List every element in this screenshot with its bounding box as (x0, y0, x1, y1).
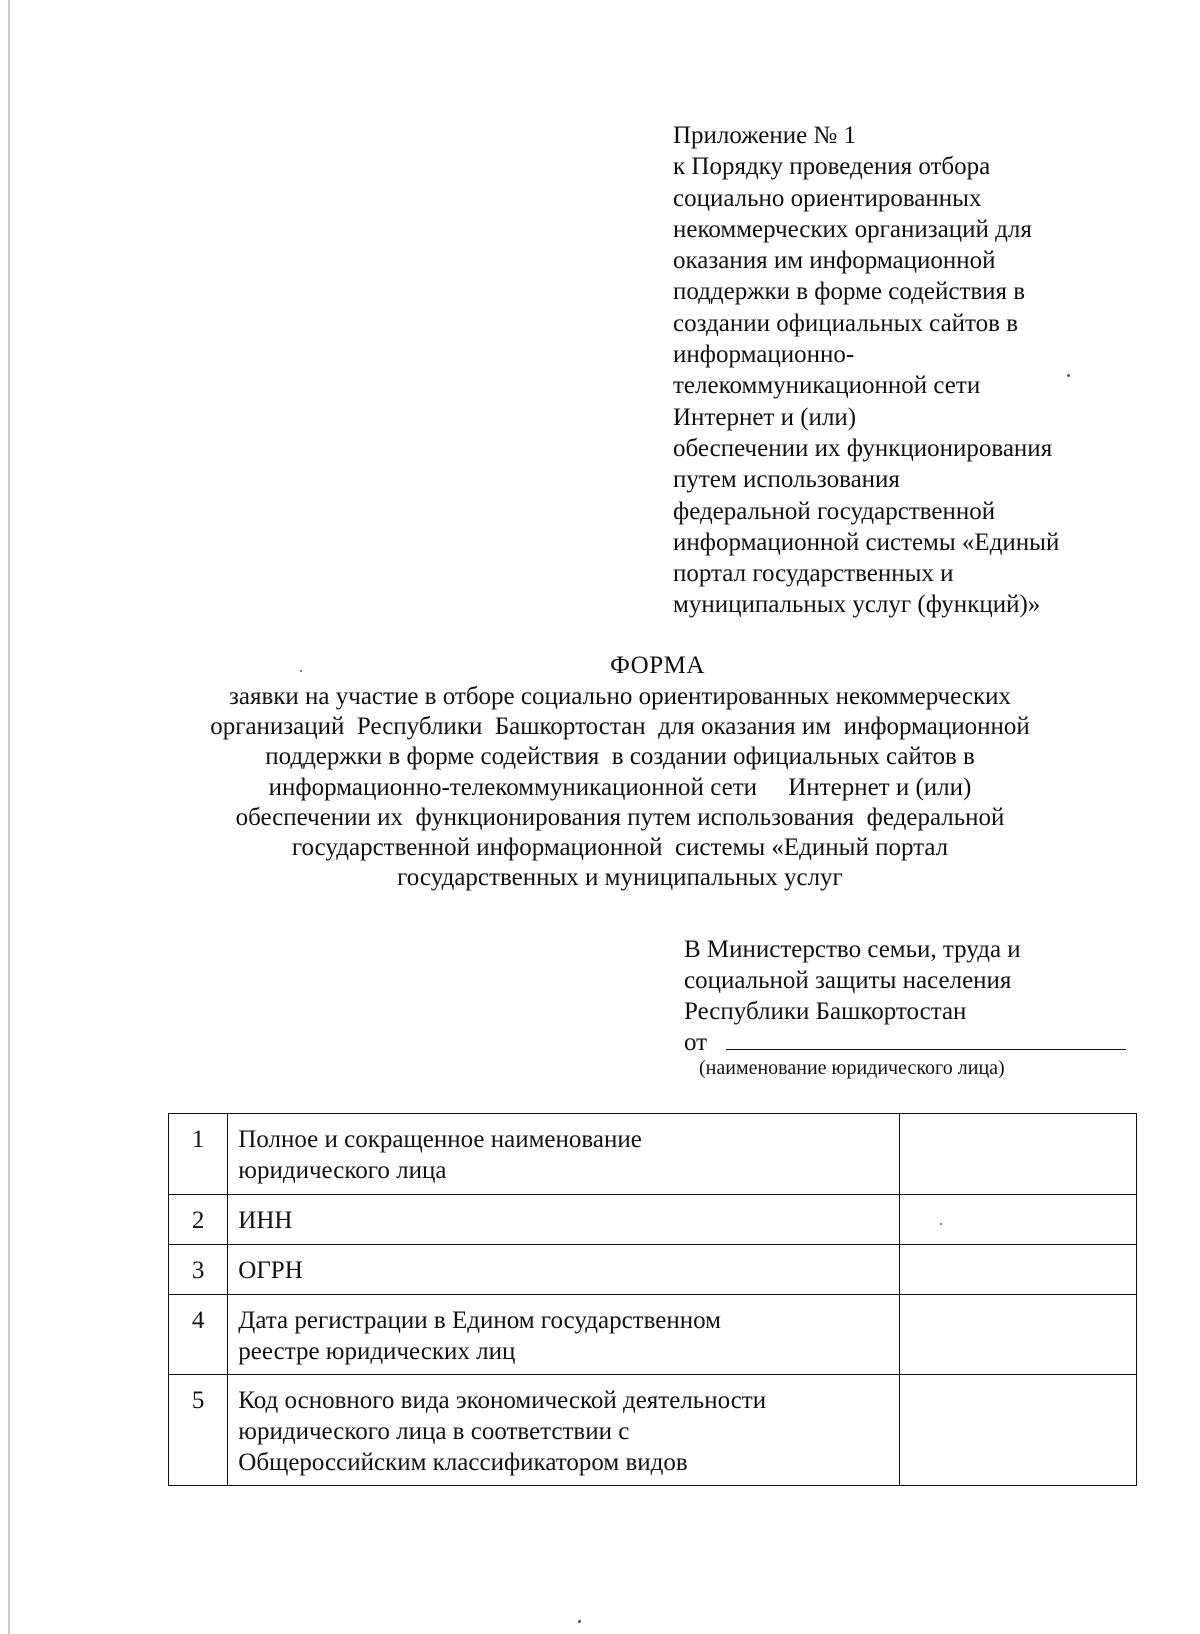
legal-entity-name-field[interactable] (726, 1027, 1126, 1050)
row-number: 2 (169, 1195, 228, 1245)
annex-line: обеспечении их функционирования (673, 434, 1053, 462)
annex-line: оказания им информационной (673, 247, 996, 275)
table-row (169, 1295, 1137, 1375)
annex-line: Интернет и (или) (673, 403, 857, 431)
scan-speck (300, 670, 302, 672)
annex-line: путем использования (673, 466, 900, 494)
field-caption: (наименование юридического лица) (699, 1057, 1005, 1079)
row-label-line: Полное и сокращенное наименование (238, 1126, 642, 1153)
row-number: 1 (169, 1114, 228, 1195)
form-subtitle-line: обеспечении их функционирования путем использования федеральной (235, 803, 1005, 831)
form-subtitle (120, 682, 1120, 893)
row-label-line: Дата регистрации в Едином государственном (238, 1307, 721, 1334)
annex-line: создании официальных сайтов в (673, 309, 1019, 337)
row-label (228, 1375, 899, 1486)
annex-line: поддержки в форме содействия в (673, 278, 1026, 306)
form-subtitle-line: информационно-телекоммуникационной сети Интернет и (или) (268, 773, 972, 801)
form-title: ФОРМА (610, 652, 705, 679)
annex-line: муниципальных услуг (функций)» (673, 591, 1041, 619)
row-value-cell[interactable] (899, 1375, 1136, 1486)
annex-line: федеральной государственной (673, 497, 996, 525)
addressee-line: социальной защиты населения (684, 967, 1012, 994)
scan-speck (940, 1223, 942, 1225)
form-subtitle-line: организаций Республики Башкортостан для оказания им информационной (210, 713, 1030, 741)
row-value-cell[interactable] (899, 1114, 1136, 1195)
annex-line: телекоммуникационной сети (673, 372, 981, 400)
row-label-line: юридического лица в соответствии с (238, 1418, 630, 1445)
addressee-line: В Министерство семьи, труда и (684, 936, 1021, 963)
from-label: от (684, 1029, 708, 1056)
row-label (228, 1195, 899, 1245)
table-row (169, 1245, 1137, 1295)
row-number: 5 (169, 1375, 228, 1486)
form-subtitle-line: государственных и муниципальных услуг (397, 864, 843, 892)
annex-line: социально ориентированных (673, 184, 982, 212)
form-subtitle-line: поддержки в форме содействия в создании официальных сайтов в (265, 743, 975, 771)
annex-line: информационно- (673, 341, 855, 369)
addressee-block (684, 934, 1164, 1058)
row-label-line: ИНН (238, 1207, 293, 1234)
annex-line: Приложение № 1 (673, 122, 857, 149)
row-label-line: Общероссийским классификатором видов (238, 1449, 688, 1476)
form-subtitle-line: заявки на участие в отборе социально ориентированных некоммерческих (228, 683, 1012, 710)
row-value-cell[interactable] (899, 1195, 1136, 1245)
table-row (169, 1195, 1137, 1245)
scan-speck (1067, 374, 1070, 377)
row-value-cell[interactable] (899, 1245, 1136, 1295)
row-value-cell[interactable] (899, 1295, 1136, 1375)
row-label-line: Код основного вида экономической деятельности (238, 1387, 767, 1414)
requisites-table (168, 1113, 1137, 1486)
table-row (169, 1375, 1137, 1486)
row-label-line: юридического лица (238, 1157, 447, 1184)
addressee-line: Республики Башкортостан (684, 998, 967, 1025)
row-label (228, 1295, 899, 1375)
annex-line: некоммерческих организаций для (673, 215, 1032, 243)
form-subtitle-line: государственной информационной системы «Единый портал (291, 834, 949, 862)
annex-line: к Порядку проведения отбора (673, 153, 991, 181)
table-row (169, 1114, 1137, 1195)
row-label (228, 1245, 899, 1295)
scan-edge (8, 0, 10, 1634)
from-row (684, 1027, 1164, 1058)
row-number: 4 (169, 1295, 228, 1375)
row-label (228, 1114, 899, 1195)
row-label-line: реестре юридических лиц (238, 1338, 516, 1365)
row-label-line: ОГРН (238, 1257, 303, 1284)
scan-speck (578, 1620, 581, 1623)
annex-line: информационной системы «Единый (673, 528, 1060, 556)
row-number: 3 (169, 1245, 228, 1295)
annex-line: портал государственных и (673, 560, 954, 588)
annex-header (673, 120, 1173, 621)
